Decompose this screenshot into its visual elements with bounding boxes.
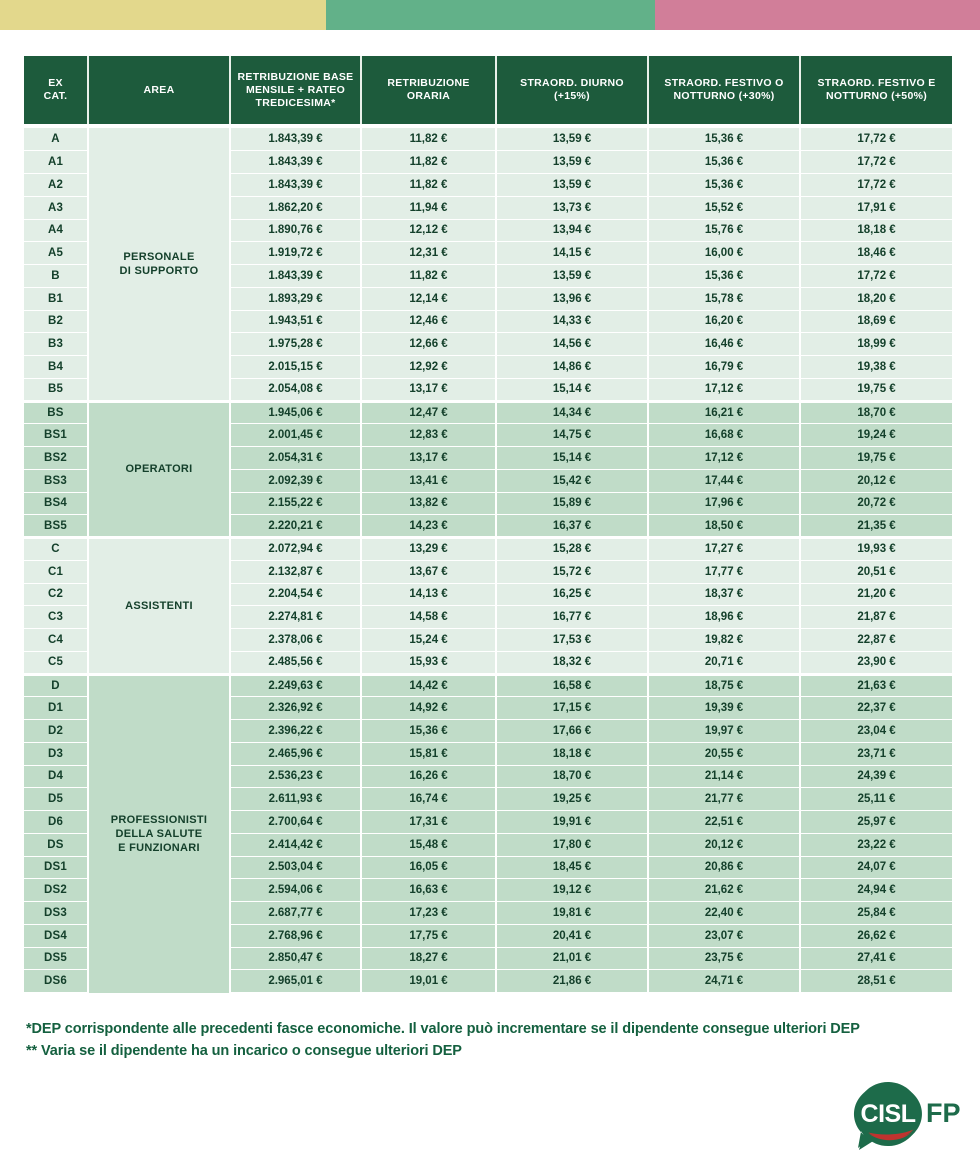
cell-retribuzione-base: 2.220,21 € <box>230 515 361 538</box>
band-yellow <box>0 0 326 30</box>
cell-straord-diurno: 17,80 € <box>496 833 648 856</box>
cell-straord-festivo-e-notturno: 20,12 € <box>800 469 952 492</box>
cell-straord-diurno: 21,86 € <box>496 970 648 993</box>
cell-retribuzione-oraria: 17,31 € <box>361 811 496 834</box>
cell-straord-festivo-e-notturno: 26,62 € <box>800 924 952 947</box>
cell-straord-diurno: 15,42 € <box>496 469 648 492</box>
cell-retribuzione-base: 1.862,20 € <box>230 196 361 219</box>
cell-straord-diurno: 19,12 € <box>496 879 648 902</box>
cell-straord-festivo-o-notturno: 21,77 € <box>648 788 800 811</box>
cell-straord-festivo-e-notturno: 18,18 € <box>800 219 952 242</box>
cell-ex-cat: B2 <box>24 310 88 333</box>
cell-straord-diurno: 18,18 € <box>496 742 648 765</box>
cell-straord-diurno: 18,32 € <box>496 651 648 674</box>
cell-straord-festivo-o-notturno: 16,68 € <box>648 424 800 447</box>
cell-straord-festivo-o-notturno: 16,46 € <box>648 333 800 356</box>
cell-retribuzione-base: 2.396,22 € <box>230 720 361 743</box>
cell-straord-festivo-e-notturno: 21,63 € <box>800 674 952 697</box>
top-color-band <box>0 0 980 30</box>
cell-area-group: ASSISTENTI <box>88 538 230 675</box>
cell-straord-festivo-e-notturno: 27,41 € <box>800 947 952 970</box>
cell-straord-diurno: 16,77 € <box>496 606 648 629</box>
cell-straord-diurno: 13,59 € <box>496 151 648 174</box>
cell-straord-festivo-o-notturno: 23,75 € <box>648 947 800 970</box>
cell-ex-cat: D <box>24 674 88 697</box>
cell-straord-festivo-e-notturno: 23,04 € <box>800 720 952 743</box>
cell-straord-festivo-o-notturno: 24,71 € <box>648 970 800 993</box>
cell-retribuzione-oraria: 15,81 € <box>361 742 496 765</box>
cisl-fp-logo <box>846 1082 964 1152</box>
cell-retribuzione-oraria: 12,31 € <box>361 242 496 265</box>
cell-retribuzione-base: 2.594,06 € <box>230 879 361 902</box>
cell-retribuzione-base: 2.249,63 € <box>230 674 361 697</box>
cell-retribuzione-oraria: 14,13 € <box>361 583 496 606</box>
cell-straord-festivo-e-notturno: 17,72 € <box>800 174 952 197</box>
cell-retribuzione-base: 2.274,81 € <box>230 606 361 629</box>
cell-ex-cat: BS2 <box>24 447 88 470</box>
cell-ex-cat: C3 <box>24 606 88 629</box>
cell-straord-festivo-e-notturno: 23,71 € <box>800 742 952 765</box>
cell-retribuzione-base: 1.843,39 € <box>230 265 361 288</box>
cell-retribuzione-base: 2.768,96 € <box>230 924 361 947</box>
cell-area-group: PERSONALE DI SUPPORTO <box>88 128 230 401</box>
cell-straord-festivo-o-notturno: 18,50 € <box>648 515 800 538</box>
cisl-fp-logo-svg <box>846 1082 964 1152</box>
cell-ex-cat: A3 <box>24 196 88 219</box>
cell-retribuzione-base: 2.001,45 € <box>230 424 361 447</box>
cell-straord-festivo-e-notturno: 25,11 € <box>800 788 952 811</box>
cell-straord-festivo-e-notturno: 18,99 € <box>800 333 952 356</box>
table-row <box>24 674 952 697</box>
cell-ex-cat: D4 <box>24 765 88 788</box>
cell-straord-diurno: 17,66 € <box>496 720 648 743</box>
cell-retribuzione-oraria: 11,94 € <box>361 196 496 219</box>
cell-retribuzione-base: 2.054,08 € <box>230 378 361 401</box>
cell-retribuzione-base: 2.132,87 € <box>230 560 361 583</box>
cell-retribuzione-oraria: 13,41 € <box>361 469 496 492</box>
cell-straord-festivo-o-notturno: 15,36 € <box>648 151 800 174</box>
cell-straord-festivo-e-notturno: 17,72 € <box>800 265 952 288</box>
cell-retribuzione-base: 2.155,22 € <box>230 492 361 515</box>
salary-table-wrapper <box>24 56 952 993</box>
cell-straord-festivo-e-notturno: 20,72 € <box>800 492 952 515</box>
cell-retribuzione-base: 2.092,39 € <box>230 469 361 492</box>
cell-retribuzione-base: 2.072,94 € <box>230 538 361 561</box>
cell-straord-festivo-o-notturno: 19,97 € <box>648 720 800 743</box>
cell-straord-festivo-o-notturno: 19,39 € <box>648 697 800 720</box>
cell-straord-diurno: 14,75 € <box>496 424 648 447</box>
cell-ex-cat: D5 <box>24 788 88 811</box>
cell-straord-festivo-o-notturno: 15,36 € <box>648 174 800 197</box>
cell-ex-cat: A5 <box>24 242 88 265</box>
cell-ex-cat: B4 <box>24 356 88 379</box>
table-header <box>24 56 952 124</box>
cell-ex-cat: B <box>24 265 88 288</box>
table-header-row <box>24 56 952 124</box>
table-header-col-straord-diurno: STRAORD. DIURNO (+15%) <box>496 56 648 124</box>
cell-straord-diurno: 21,01 € <box>496 947 648 970</box>
cell-retribuzione-base: 2.204,54 € <box>230 583 361 606</box>
cell-ex-cat: D2 <box>24 720 88 743</box>
cell-straord-diurno: 15,28 € <box>496 538 648 561</box>
cell-retribuzione-oraria: 12,14 € <box>361 287 496 310</box>
cell-straord-diurno: 16,58 € <box>496 674 648 697</box>
cell-straord-diurno: 19,81 € <box>496 902 648 925</box>
table-row <box>24 401 952 424</box>
cell-retribuzione-oraria: 12,46 € <box>361 310 496 333</box>
cell-straord-festivo-e-notturno: 20,51 € <box>800 560 952 583</box>
cell-straord-diurno: 18,45 € <box>496 856 648 879</box>
cell-straord-festivo-e-notturno: 19,24 € <box>800 424 952 447</box>
cell-straord-festivo-e-notturno: 23,22 € <box>800 833 952 856</box>
table-header-col-area: AREA <box>88 56 230 124</box>
cell-straord-festivo-o-notturno: 15,78 € <box>648 287 800 310</box>
footnote-1: *DEP corrispondente alle precedenti fasce economiche. Il valore può incrementare se il dipendente consegue ulteriori DEP <box>26 1021 860 1037</box>
cell-straord-festivo-e-notturno: 24,39 € <box>800 765 952 788</box>
table-row <box>24 538 952 561</box>
band-green <box>326 0 655 30</box>
cell-retribuzione-oraria: 12,66 € <box>361 333 496 356</box>
cell-straord-festivo-o-notturno: 18,37 € <box>648 583 800 606</box>
cell-straord-festivo-e-notturno: 18,70 € <box>800 401 952 424</box>
cell-ex-cat: BS1 <box>24 424 88 447</box>
cell-retribuzione-base: 2.015,15 € <box>230 356 361 379</box>
cell-ex-cat: D1 <box>24 697 88 720</box>
cell-area-group: OPERATORI <box>88 401 230 538</box>
cell-straord-diurno: 14,86 € <box>496 356 648 379</box>
cell-ex-cat: BS <box>24 401 88 424</box>
cell-retribuzione-oraria: 13,17 € <box>361 378 496 401</box>
cell-ex-cat: B1 <box>24 287 88 310</box>
cell-straord-festivo-e-notturno: 21,20 € <box>800 583 952 606</box>
logo-fp-text: FP <box>926 1098 961 1128</box>
cell-straord-diurno: 19,25 € <box>496 788 648 811</box>
cell-ex-cat: DS6 <box>24 970 88 993</box>
cell-ex-cat: A1 <box>24 151 88 174</box>
cell-retribuzione-oraria: 15,36 € <box>361 720 496 743</box>
cell-straord-festivo-e-notturno: 25,97 € <box>800 811 952 834</box>
cell-straord-festivo-o-notturno: 15,76 € <box>648 219 800 242</box>
cell-straord-festivo-o-notturno: 16,00 € <box>648 242 800 265</box>
cell-retribuzione-oraria: 15,93 € <box>361 651 496 674</box>
cell-retribuzione-oraria: 14,23 € <box>361 515 496 538</box>
cell-straord-festivo-o-notturno: 20,55 € <box>648 742 800 765</box>
cell-straord-festivo-o-notturno: 17,77 € <box>648 560 800 583</box>
cell-straord-festivo-o-notturno: 23,07 € <box>648 924 800 947</box>
cell-retribuzione-oraria: 14,58 € <box>361 606 496 629</box>
footnotes <box>26 1018 926 1062</box>
cell-area-group: PROFESSIONISTI DELLA SALUTE E FUNZIONARI <box>88 674 230 993</box>
footnote-2: ** Varia se il dipendente ha un incarico o consegue ulteriori DEP <box>26 1043 462 1059</box>
table-header-col-retribuzione-oraria: RETRIBUZIONE ORARIA <box>361 56 496 124</box>
cell-ex-cat: C5 <box>24 651 88 674</box>
cell-retribuzione-base: 1.843,39 € <box>230 151 361 174</box>
cell-retribuzione-oraria: 15,24 € <box>361 629 496 652</box>
table-header-col-straord-festivo-o-notturno: STRAORD. FESTIVO O NOTTURNO (+30%) <box>648 56 800 124</box>
cell-straord-festivo-o-notturno: 17,12 € <box>648 447 800 470</box>
cell-retribuzione-oraria: 17,75 € <box>361 924 496 947</box>
cell-straord-festivo-o-notturno: 20,71 € <box>648 651 800 674</box>
cell-straord-diurno: 15,72 € <box>496 560 648 583</box>
cell-straord-diurno: 14,34 € <box>496 401 648 424</box>
cell-ex-cat: A <box>24 128 88 151</box>
cell-retribuzione-base: 1.890,76 € <box>230 219 361 242</box>
cell-ex-cat: C4 <box>24 629 88 652</box>
cell-retribuzione-oraria: 13,29 € <box>361 538 496 561</box>
cell-retribuzione-oraria: 14,92 € <box>361 697 496 720</box>
cell-retribuzione-oraria: 16,74 € <box>361 788 496 811</box>
table-header-col-retribuzione-base: RETRIBUZIONE BASE MENSILE + RATEO TREDICESIMA* <box>230 56 361 124</box>
cell-retribuzione-oraria: 12,92 € <box>361 356 496 379</box>
cell-ex-cat: B5 <box>24 378 88 401</box>
cell-straord-diurno: 18,70 € <box>496 765 648 788</box>
cell-straord-diurno: 13,94 € <box>496 219 648 242</box>
table-row <box>24 128 952 151</box>
cell-retribuzione-oraria: 13,82 € <box>361 492 496 515</box>
cell-straord-diurno: 16,25 € <box>496 583 648 606</box>
cell-ex-cat: DS <box>24 833 88 856</box>
cell-straord-diurno: 13,73 € <box>496 196 648 219</box>
cell-straord-festivo-e-notturno: 17,72 € <box>800 151 952 174</box>
cell-straord-festivo-o-notturno: 20,12 € <box>648 833 800 856</box>
cell-retribuzione-oraria: 11,82 € <box>361 265 496 288</box>
cell-retribuzione-oraria: 12,83 € <box>361 424 496 447</box>
cell-retribuzione-base: 1.943,51 € <box>230 310 361 333</box>
cell-retribuzione-base: 1.945,06 € <box>230 401 361 424</box>
cell-straord-diurno: 13,96 € <box>496 287 648 310</box>
cell-straord-festivo-o-notturno: 16,21 € <box>648 401 800 424</box>
cell-retribuzione-oraria: 13,67 € <box>361 560 496 583</box>
cell-retribuzione-oraria: 11,82 € <box>361 151 496 174</box>
cell-retribuzione-base: 2.700,64 € <box>230 811 361 834</box>
cell-straord-festivo-o-notturno: 17,12 € <box>648 378 800 401</box>
table-body <box>24 124 952 993</box>
cell-retribuzione-oraria: 18,27 € <box>361 947 496 970</box>
cell-straord-diurno: 13,59 € <box>496 128 648 151</box>
cell-straord-festivo-o-notturno: 20,86 € <box>648 856 800 879</box>
cell-straord-festivo-o-notturno: 16,20 € <box>648 310 800 333</box>
cell-straord-diurno: 17,53 € <box>496 629 648 652</box>
cell-retribuzione-oraria: 11,82 € <box>361 174 496 197</box>
cell-retribuzione-oraria: 17,23 € <box>361 902 496 925</box>
cell-retribuzione-oraria: 16,63 € <box>361 879 496 902</box>
cell-straord-diurno: 15,89 € <box>496 492 648 515</box>
cell-retribuzione-base: 2.503,04 € <box>230 856 361 879</box>
cell-straord-diurno: 14,56 € <box>496 333 648 356</box>
cell-ex-cat: BS3 <box>24 469 88 492</box>
cell-straord-festivo-o-notturno: 15,52 € <box>648 196 800 219</box>
cell-ex-cat: DS1 <box>24 856 88 879</box>
cell-straord-festivo-e-notturno: 18,69 € <box>800 310 952 333</box>
cell-ex-cat: DS4 <box>24 924 88 947</box>
cell-straord-festivo-e-notturno: 19,75 € <box>800 447 952 470</box>
cell-straord-festivo-o-notturno: 19,82 € <box>648 629 800 652</box>
cell-straord-diurno: 15,14 € <box>496 378 648 401</box>
cell-ex-cat: D6 <box>24 811 88 834</box>
cell-retribuzione-base: 2.485,56 € <box>230 651 361 674</box>
cell-straord-festivo-e-notturno: 28,51 € <box>800 970 952 993</box>
cell-retribuzione-base: 1.843,39 € <box>230 128 361 151</box>
cell-ex-cat: C <box>24 538 88 561</box>
cell-straord-festivo-e-notturno: 19,38 € <box>800 356 952 379</box>
cell-retribuzione-oraria: 15,48 € <box>361 833 496 856</box>
cell-straord-festivo-e-notturno: 17,72 € <box>800 128 952 151</box>
cell-retribuzione-oraria: 12,47 € <box>361 401 496 424</box>
cell-retribuzione-base: 2.054,31 € <box>230 447 361 470</box>
cell-straord-festivo-o-notturno: 16,79 € <box>648 356 800 379</box>
cell-retribuzione-base: 2.965,01 € <box>230 970 361 993</box>
cell-straord-festivo-o-notturno: 17,96 € <box>648 492 800 515</box>
cell-straord-festivo-o-notturno: 22,51 € <box>648 811 800 834</box>
band-pink <box>655 0 980 30</box>
salary-table <box>24 56 952 993</box>
cell-straord-festivo-o-notturno: 21,14 € <box>648 765 800 788</box>
cell-straord-festivo-o-notturno: 21,62 € <box>648 879 800 902</box>
cell-retribuzione-base: 2.536,23 € <box>230 765 361 788</box>
cell-ex-cat: A4 <box>24 219 88 242</box>
cell-straord-diurno: 16,37 € <box>496 515 648 538</box>
cell-straord-diurno: 13,59 € <box>496 174 648 197</box>
logo-cisl-text: CISL <box>860 1100 916 1128</box>
cell-straord-festivo-e-notturno: 17,91 € <box>800 196 952 219</box>
cell-retribuzione-oraria: 19,01 € <box>361 970 496 993</box>
cell-straord-festivo-e-notturno: 21,35 € <box>800 515 952 538</box>
cell-straord-festivo-e-notturno: 18,20 € <box>800 287 952 310</box>
cell-retribuzione-oraria: 12,12 € <box>361 219 496 242</box>
cell-straord-festivo-e-notturno: 22,37 € <box>800 697 952 720</box>
cell-straord-festivo-e-notturno: 25,84 € <box>800 902 952 925</box>
cell-retribuzione-base: 2.611,93 € <box>230 788 361 811</box>
cell-straord-diurno: 19,91 € <box>496 811 648 834</box>
cell-retribuzione-oraria: 13,17 € <box>361 447 496 470</box>
cell-retribuzione-base: 1.975,28 € <box>230 333 361 356</box>
cell-straord-diurno: 20,41 € <box>496 924 648 947</box>
cell-retribuzione-base: 2.850,47 € <box>230 947 361 970</box>
cell-straord-festivo-e-notturno: 21,87 € <box>800 606 952 629</box>
cell-straord-festivo-e-notturno: 22,87 € <box>800 629 952 652</box>
cell-straord-festivo-o-notturno: 15,36 € <box>648 128 800 151</box>
cell-ex-cat: A2 <box>24 174 88 197</box>
cell-straord-festivo-o-notturno: 15,36 € <box>648 265 800 288</box>
cell-ex-cat: DS2 <box>24 879 88 902</box>
cell-retribuzione-base: 2.414,42 € <box>230 833 361 856</box>
cell-ex-cat: DS3 <box>24 902 88 925</box>
cell-ex-cat: BS4 <box>24 492 88 515</box>
cell-straord-festivo-e-notturno: 24,07 € <box>800 856 952 879</box>
cell-straord-festivo-e-notturno: 24,94 € <box>800 879 952 902</box>
cell-straord-festivo-o-notturno: 17,27 € <box>648 538 800 561</box>
cell-straord-festivo-e-notturno: 18,46 € <box>800 242 952 265</box>
cell-straord-diurno: 14,33 € <box>496 310 648 333</box>
cell-ex-cat: C2 <box>24 583 88 606</box>
cell-retribuzione-base: 2.378,06 € <box>230 629 361 652</box>
cell-straord-diurno: 15,14 € <box>496 447 648 470</box>
cell-straord-diurno: 13,59 € <box>496 265 648 288</box>
cell-ex-cat: DS5 <box>24 947 88 970</box>
cell-retribuzione-oraria: 14,42 € <box>361 674 496 697</box>
cell-ex-cat: D3 <box>24 742 88 765</box>
cell-retribuzione-base: 2.326,92 € <box>230 697 361 720</box>
cell-straord-festivo-o-notturno: 22,40 € <box>648 902 800 925</box>
cell-retribuzione-base: 2.687,77 € <box>230 902 361 925</box>
cell-straord-festivo-o-notturno: 18,96 € <box>648 606 800 629</box>
cell-ex-cat: C1 <box>24 560 88 583</box>
cell-retribuzione-oraria: 16,26 € <box>361 765 496 788</box>
cell-ex-cat: B3 <box>24 333 88 356</box>
cell-retribuzione-base: 2.465,96 € <box>230 742 361 765</box>
cell-retribuzione-oraria: 16,05 € <box>361 856 496 879</box>
table-header-col-ex-cat: EX CAT. <box>24 56 88 124</box>
cell-ex-cat: BS5 <box>24 515 88 538</box>
cell-retribuzione-base: 1.919,72 € <box>230 242 361 265</box>
cell-straord-diurno: 17,15 € <box>496 697 648 720</box>
cell-retribuzione-base: 1.843,39 € <box>230 174 361 197</box>
cell-straord-festivo-o-notturno: 17,44 € <box>648 469 800 492</box>
cell-straord-festivo-e-notturno: 23,90 € <box>800 651 952 674</box>
cell-straord-festivo-o-notturno: 18,75 € <box>648 674 800 697</box>
cell-straord-diurno: 14,15 € <box>496 242 648 265</box>
cell-straord-festivo-e-notturno: 19,75 € <box>800 378 952 401</box>
cell-retribuzione-base: 1.893,29 € <box>230 287 361 310</box>
cell-retribuzione-oraria: 11,82 € <box>361 128 496 151</box>
cell-straord-festivo-e-notturno: 19,93 € <box>800 538 952 561</box>
table-header-col-straord-festivo-e-notturno: STRAORD. FESTIVO E NOTTURNO (+50%) <box>800 56 952 124</box>
